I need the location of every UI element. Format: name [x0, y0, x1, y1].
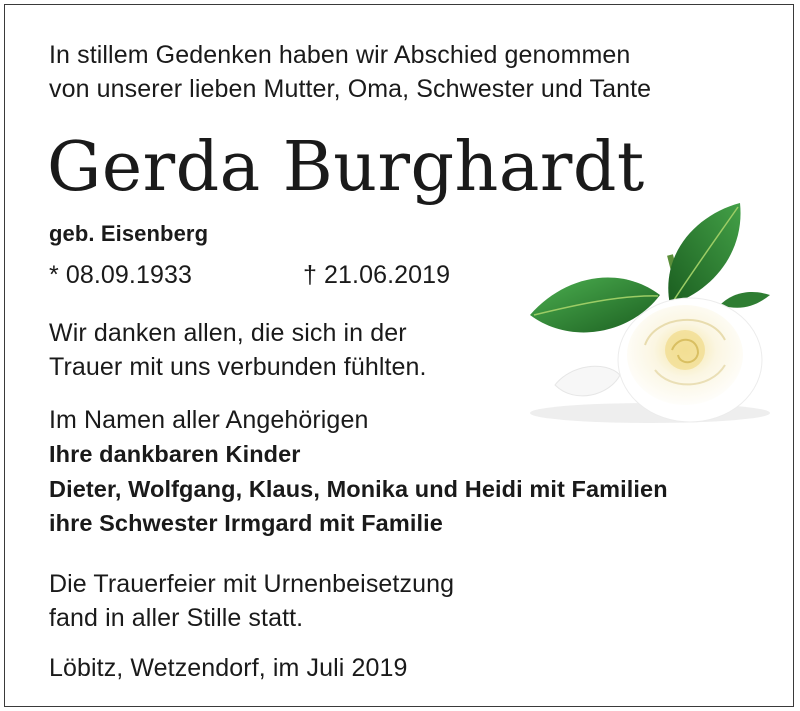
- white-rose-icon: [520, 195, 790, 435]
- thanks-line-2: Trauer mit uns verbunden fühlten.: [49, 353, 427, 381]
- on-behalf-line: Im Namen aller Angehörigen: [49, 406, 369, 434]
- deceased-name: Gerda Burghardt: [47, 128, 645, 207]
- thanks-line-1: Wir danken allen, die sich in der: [49, 319, 407, 347]
- place-date-line: Löbitz, Wetzendorf, im Juli 2019: [49, 654, 408, 682]
- maiden-name: geb. Eisenberg: [49, 221, 209, 246]
- sister-line: ihre Schwester Irmgard mit Familie: [49, 510, 443, 536]
- death-date: † 21.06.2019: [303, 261, 451, 289]
- intro-line-1: In stillem Gedenken haben wir Abschied genommen: [49, 41, 631, 69]
- children-heading: Ihre dankbaren Kinder: [49, 441, 301, 467]
- intro-line-2: von unserer lieben Mutter, Oma, Schwester und Tante: [49, 75, 652, 103]
- service-line-2: fand in aller Stille statt.: [49, 604, 304, 632]
- obituary-frame: [4, 4, 794, 707]
- service-line-1: Die Trauerfeier mit Urnenbeisetzung: [49, 570, 455, 598]
- children-names: Dieter, Wolfgang, Klaus, Monika und Heidi mit Familien: [49, 476, 668, 502]
- birth-date: * 08.09.1933: [49, 261, 192, 289]
